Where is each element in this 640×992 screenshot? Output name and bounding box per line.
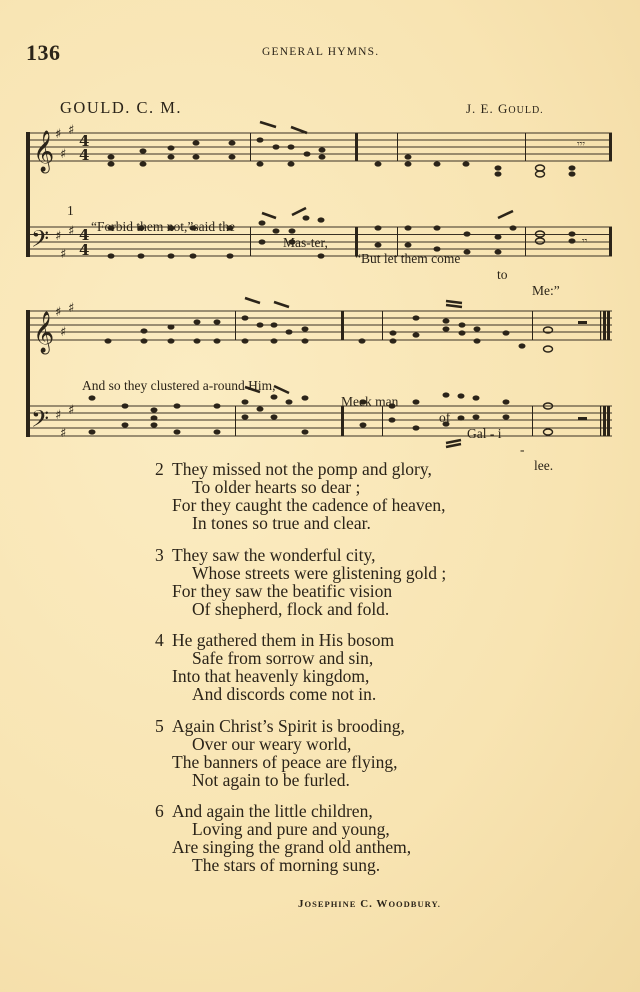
verse-line: Again Christ’s Spirit is brooding,	[172, 715, 405, 736]
verse-line: They saw the wonderful city,	[172, 544, 376, 565]
verse-number: 3	[155, 544, 164, 565]
svg-text:♯: ♯	[60, 147, 67, 162]
verse-line: Into that heavenly kingdom,	[172, 666, 370, 686]
composer-initial: J. E. G	[466, 101, 509, 116]
svg-text:4: 4	[79, 241, 90, 259]
verse-6	[155, 802, 555, 874]
svg-text:𝄾𝄾𝄾: 𝄾𝄾𝄾	[577, 139, 585, 150]
svg-text:♯: ♯	[60, 325, 67, 340]
svg-text:♯: ♯	[55, 229, 62, 244]
verse-line: Safe from sorrow and sin,	[192, 648, 374, 668]
verse-number: 6	[155, 801, 164, 821]
verse-number: 5	[155, 715, 164, 736]
system-1-lyrics	[0, 187, 640, 298]
verses	[155, 460, 555, 888]
verse-5	[155, 717, 555, 789]
verse-line: The stars of morning sung.	[192, 855, 381, 875]
lyric-syllable: -	[520, 442, 525, 457]
svg-text:𝄾𝄾: 𝄾𝄾	[582, 236, 588, 247]
verse-line: For they caught the cadence of heaven,	[172, 495, 446, 515]
lyric-syllable: Me:”	[532, 283, 560, 298]
verse-2	[155, 460, 555, 532]
lyric-syllable: of	[439, 410, 451, 425]
treble-clef-icon: 𝄞	[33, 312, 55, 353]
lyric-syllable: Mas-ter,	[283, 235, 328, 250]
svg-text:♯: ♯	[55, 408, 62, 423]
bass-clef-icon: 𝄢	[31, 225, 50, 258]
key-signature-sharps	[55, 123, 74, 441]
verse-number: 2	[155, 459, 164, 479]
verse-line: Of shepherd, flock and fold.	[192, 598, 390, 619]
verse-line: To older hearts so dear ;	[192, 477, 361, 497]
verse-line: Not again to be furled.	[192, 769, 350, 790]
verse-line: He gathered them in His bosom	[172, 630, 395, 650]
svg-text:4: 4	[79, 226, 90, 244]
verse-line: The banners of peace are flying,	[172, 751, 398, 772]
verse-line: In tones so true and clear.	[192, 513, 371, 533]
verse-line: They missed not the pomp and glory,	[172, 459, 432, 479]
verse-3	[155, 546, 555, 618]
svg-text:4: 4	[79, 146, 90, 164]
svg-text:♯: ♯	[68, 123, 75, 138]
page-number: 136	[26, 40, 61, 65]
verse-line: And discords come not in.	[192, 684, 377, 704]
lyric-syllable: 1	[67, 203, 74, 218]
verse-line: Over our weary world,	[192, 733, 352, 754]
lyric-syllable: “But let them come	[355, 251, 461, 266]
tune-name: GOULD. C. M.	[60, 98, 183, 117]
svg-text:♯: ♯	[68, 301, 75, 316]
svg-text:♯: ♯	[55, 305, 62, 320]
verse-line: For they saw the beatific vision	[172, 580, 393, 601]
lyric-syllable: to	[497, 267, 508, 282]
verse-4	[155, 631, 555, 703]
lyric-syllable: Gal - i	[467, 426, 502, 441]
lyric-syllable: lee.	[534, 458, 554, 473]
verse-line: Loving and pure and young,	[192, 819, 390, 839]
verse-line: Whose streets were glistening gold ;	[192, 562, 447, 583]
svg-text:♯: ♯	[68, 224, 75, 239]
verse-line: And again the little children,	[172, 801, 373, 821]
running-head: GENERAL HYMNS.	[262, 46, 380, 58]
svg-text:♯: ♯	[60, 247, 67, 262]
svg-text:4: 4	[79, 132, 90, 150]
svg-text:♯: ♯	[55, 127, 62, 142]
hymn-author: JOSEPHINE C. WOODBURY.	[298, 898, 441, 910]
verse-line: Are singing the grand old anthem,	[172, 837, 412, 857]
lyric-syllable: “Forbid them not,”said the	[91, 219, 235, 234]
svg-text:♯: ♯	[68, 403, 75, 418]
bass-clef-icon: 𝄢	[31, 405, 50, 438]
composer-rest: OULD.	[508, 105, 544, 116]
treble-clef-icon: 𝄞	[33, 131, 55, 172]
lyric-syllable: Meek man	[341, 394, 399, 409]
svg-text:♯: ♯	[60, 426, 67, 441]
lyric-syllable: And so they clustered a-round Him,	[82, 378, 276, 393]
verse-number: 4	[155, 630, 164, 650]
